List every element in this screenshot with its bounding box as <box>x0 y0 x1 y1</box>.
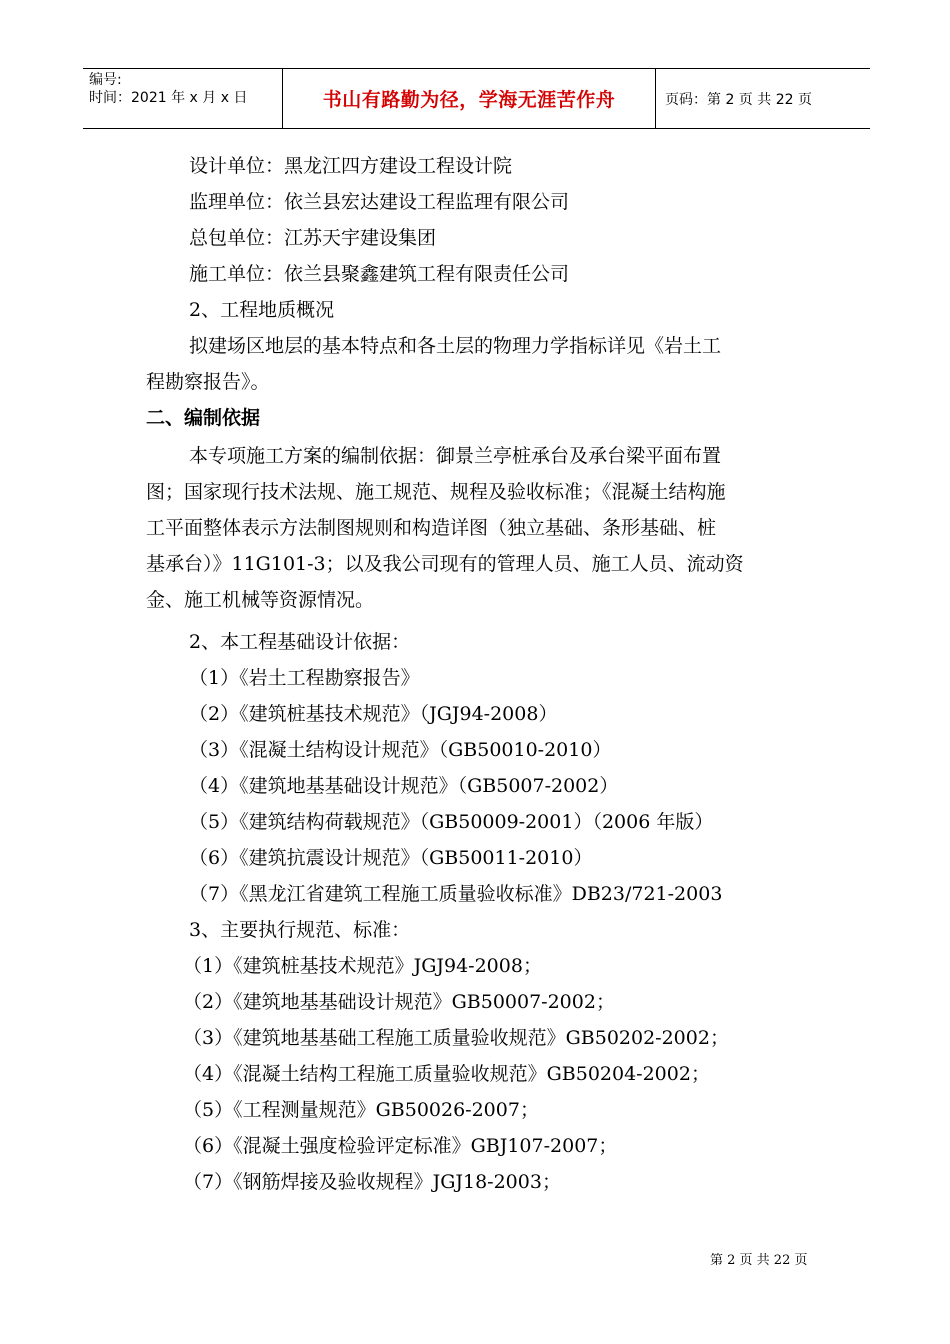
standards-item: （3）《建筑地基基础工程施工质量验收规范》GB50202-2002； <box>183 1027 729 1049</box>
construction-unit-line: 施工单位：依兰县聚鑫建筑工程有限责任公司 <box>189 263 570 285</box>
standards-item: （2）《建筑地基基础设计规范》GB50007-2002； <box>183 991 615 1013</box>
design-unit-line: 设计单位：黑龙江四方建设工程设计院 <box>189 155 513 177</box>
standards-item: （6）《混凝土强度检验评定标准》GBJ107-2007； <box>183 1135 618 1157</box>
design-basis-item: （2）《建筑桩基技术规范》（JGJ94-2008） <box>189 703 558 725</box>
basis-paragraph-line-2: 图；国家现行技术法规、施工规范、规程及验收标准；《混凝土结构施 <box>146 481 726 503</box>
design-basis-item: （6）《建筑抗震设计规范》（GB50011-2010） <box>189 847 593 869</box>
geology-paragraph-line-1: 拟建场区地层的基本特点和各土层的物理力学指标详见《岩土工 <box>189 335 722 357</box>
page-footer-number: 第 2 页 共 22 页 <box>710 1253 808 1268</box>
design-basis-title: 2、本工程基础设计依据： <box>189 631 411 653</box>
document-date-label: 时间：2021 年 x 月 x 日 <box>89 90 248 106</box>
design-basis-item: （4）《建筑地基基础设计规范》（GB5007-2002） <box>189 775 619 797</box>
standards-item: （4）《混凝土结构工程施工质量验收规范》GB50204-2002； <box>183 1063 710 1085</box>
design-basis-item: （1）《岩土工程勘察报告》 <box>189 667 420 689</box>
standards-item: （7）《钢筋焊接及验收规程》JGJ18-2003； <box>183 1171 561 1193</box>
geology-title: 2、工程地质概况 <box>189 299 335 321</box>
supervision-unit-line: 监理单位：依兰县宏达建设工程监理有限公司 <box>189 191 570 213</box>
header-page-cell <box>656 69 870 128</box>
standards-item: （1）《建筑桩基技术规范》JGJ94-2008； <box>183 955 542 977</box>
design-basis-item: （5）《建筑结构荷载规范》（GB50009-2001）（2006 年版） <box>189 811 714 833</box>
basis-paragraph-line-3: 工平面整体表示方法制图规则和构造详图（独立基础、条形基础、桩 <box>146 517 717 539</box>
basis-paragraph-line-5: 金、施工机械等资源情况。 <box>146 589 375 611</box>
document-number-label: 编号: <box>89 72 122 88</box>
general-contractor-line: 总包单位：江苏天宇建设集团 <box>189 227 437 249</box>
standards-item: （5）《工程测量规范》GB50026-2007； <box>183 1099 539 1121</box>
header-page-number: 页码：第 2 页 共 22 页 <box>665 91 812 108</box>
page-header <box>83 68 870 129</box>
standards-title: 3、主要执行规范、标准： <box>189 919 411 941</box>
basis-paragraph-line-4: 基承台）》11G101-3；以及我公司现有的管理人员、施工人员、流动资 <box>146 553 744 575</box>
geology-paragraph-line-2: 程勘察报告》。 <box>146 371 270 393</box>
header-motto-cell <box>283 69 656 128</box>
section-heading-basis: 二、编制依据 <box>146 407 261 429</box>
design-basis-item: （3）《混凝土结构设计规范》（GB50010-2010） <box>189 739 612 761</box>
header-motto: 书山有路勤为径，学海无涯苦作舟 <box>322 89 616 111</box>
header-meta-cell <box>83 69 283 128</box>
basis-paragraph-line-1: 本专项施工方案的编制依据：御景兰亭桩承台及承台梁平面布置 <box>189 445 722 467</box>
design-basis-item: （7）《黑龙江省建筑工程施工质量验收标准》DB23/721-2003 <box>189 883 723 905</box>
